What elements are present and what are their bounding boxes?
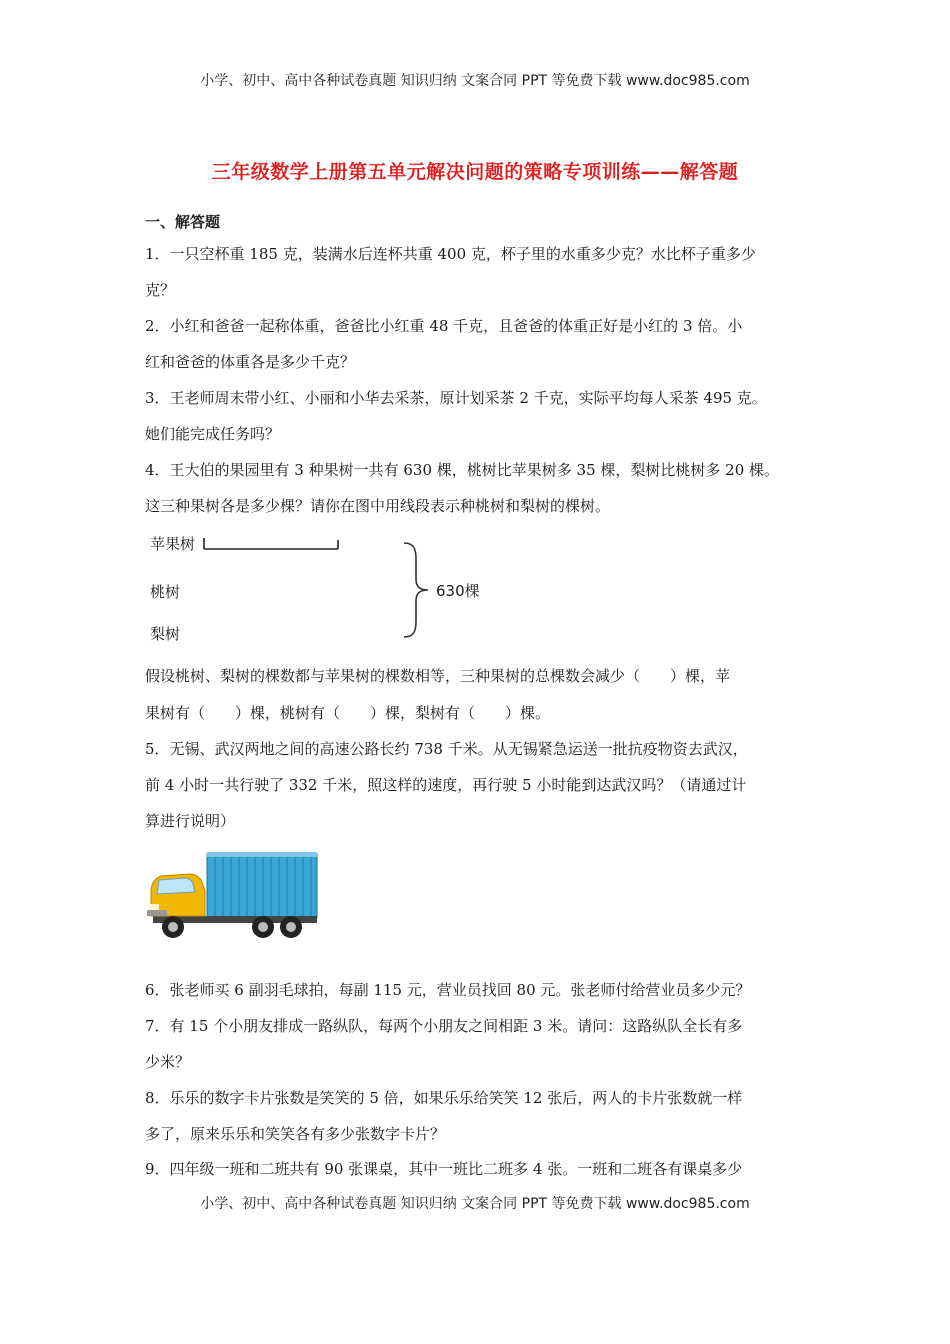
- question-2-line-1: 2．小红和爸爸一起称体重，爸爸比小红重 48 千克，且爸爸的体重正好是小红的 3 倍。小: [145, 317, 743, 335]
- document-title: 三年级数学上册第五单元解决问题的策略专项训练——解答题: [211, 161, 739, 183]
- question-7-line-2: 少米？: [145, 1053, 191, 1071]
- diagram-total-label: 630棵: [436, 582, 480, 600]
- question-4-fill-line-1: 假设桃树、梨树的棵数都与苹果树的棵数相等，三种果树的总棵数会减少（ ）棵，苹: [145, 667, 731, 685]
- diagram-label-peach: 桃树: [150, 583, 181, 601]
- question-6-line-1: 6．张老师买 6 副羽毛球拍，每副 115 元，营业员找回 80 元。张老师付给营业员多少元？: [145, 981, 751, 999]
- question-5-line-2: 前 4 小时一共行驶了 332 千米，照这样的速度，再行驶 5 小时能到达武汉吗？（请通过计: [145, 776, 747, 794]
- truck-illustration: [145, 850, 320, 945]
- diagram-label-apple: 苹果树: [150, 535, 196, 553]
- question-3-line-2: 她们能完成任务吗？: [145, 425, 281, 443]
- section-heading: 一、解答题: [145, 213, 221, 231]
- page-header: 小学、初中、高中各种试卷真题 知识归纳 文案合同 PPT 等免费下载 www.doc985.com: [200, 73, 750, 89]
- question-5-line-3: 算进行说明）: [145, 812, 236, 830]
- question-5-line-1: 5．无锡、武汉两地之间的高速公路长约 738 千米。从无锡紧急运送一批抗疫物资去武汉，: [145, 740, 748, 758]
- question-1-line-2: 克？: [145, 281, 176, 299]
- question-4-fill-line-2: 果树有（ ）棵，桃树有（ ）棵，梨树有（ ）棵。: [145, 704, 551, 722]
- question-2-line-2: 红和爸爸的体重各是多少千克？: [145, 353, 356, 371]
- question-3-line-1: 3．王老师周末带小红、小丽和小华去采茶，原计划采茶 2 千克，实际平均每人采茶 495 克。: [145, 389, 767, 407]
- question-9-line-1: 9．四年级一班和二班共有 90 张课桌，其中一班比二班多 4 张。一班和二班各有课桌多少: [145, 1160, 743, 1178]
- question-4-line-2: 这三种果树各是多少棵？请你在图中用线段表示种桃树和梨树的棵树。: [145, 497, 611, 515]
- total-brace: [400, 541, 432, 639]
- question-8-line-1: 8．乐乐的数字卡片张数是笑笑的 5 倍，如果乐乐给笑笑 12 张后，两人的卡片张数就一样: [145, 1089, 743, 1107]
- question-4-line-1: 4．王大伯的果园里有 3 种果树一共有 630 棵，桃树比苹果树多 35 棵，梨树比桃树多 20 棵。: [145, 461, 780, 479]
- diagram-label-pear: 梨树: [150, 625, 181, 643]
- page-footer: 小学、初中、高中各种试卷真题 知识归纳 文案合同 PPT 等免费下载 www.doc985.com: [200, 1196, 750, 1212]
- question-8-line-2: 多了，原来乐乐和笑笑各有多少张数字卡片？: [145, 1125, 446, 1143]
- question-1-line-1: 1．一只空杯重 185 克，装满水后连杯共重 400 克，杯子里的水重多少克？水比杯子重多少: [145, 245, 756, 263]
- apple-tree-segment: [200, 536, 345, 552]
- question-7-line-1: 7．有 15 个小朋友排成一路纵队，每两个小朋友之间相距 3 米。请问：这路纵队全长有多: [145, 1017, 743, 1035]
